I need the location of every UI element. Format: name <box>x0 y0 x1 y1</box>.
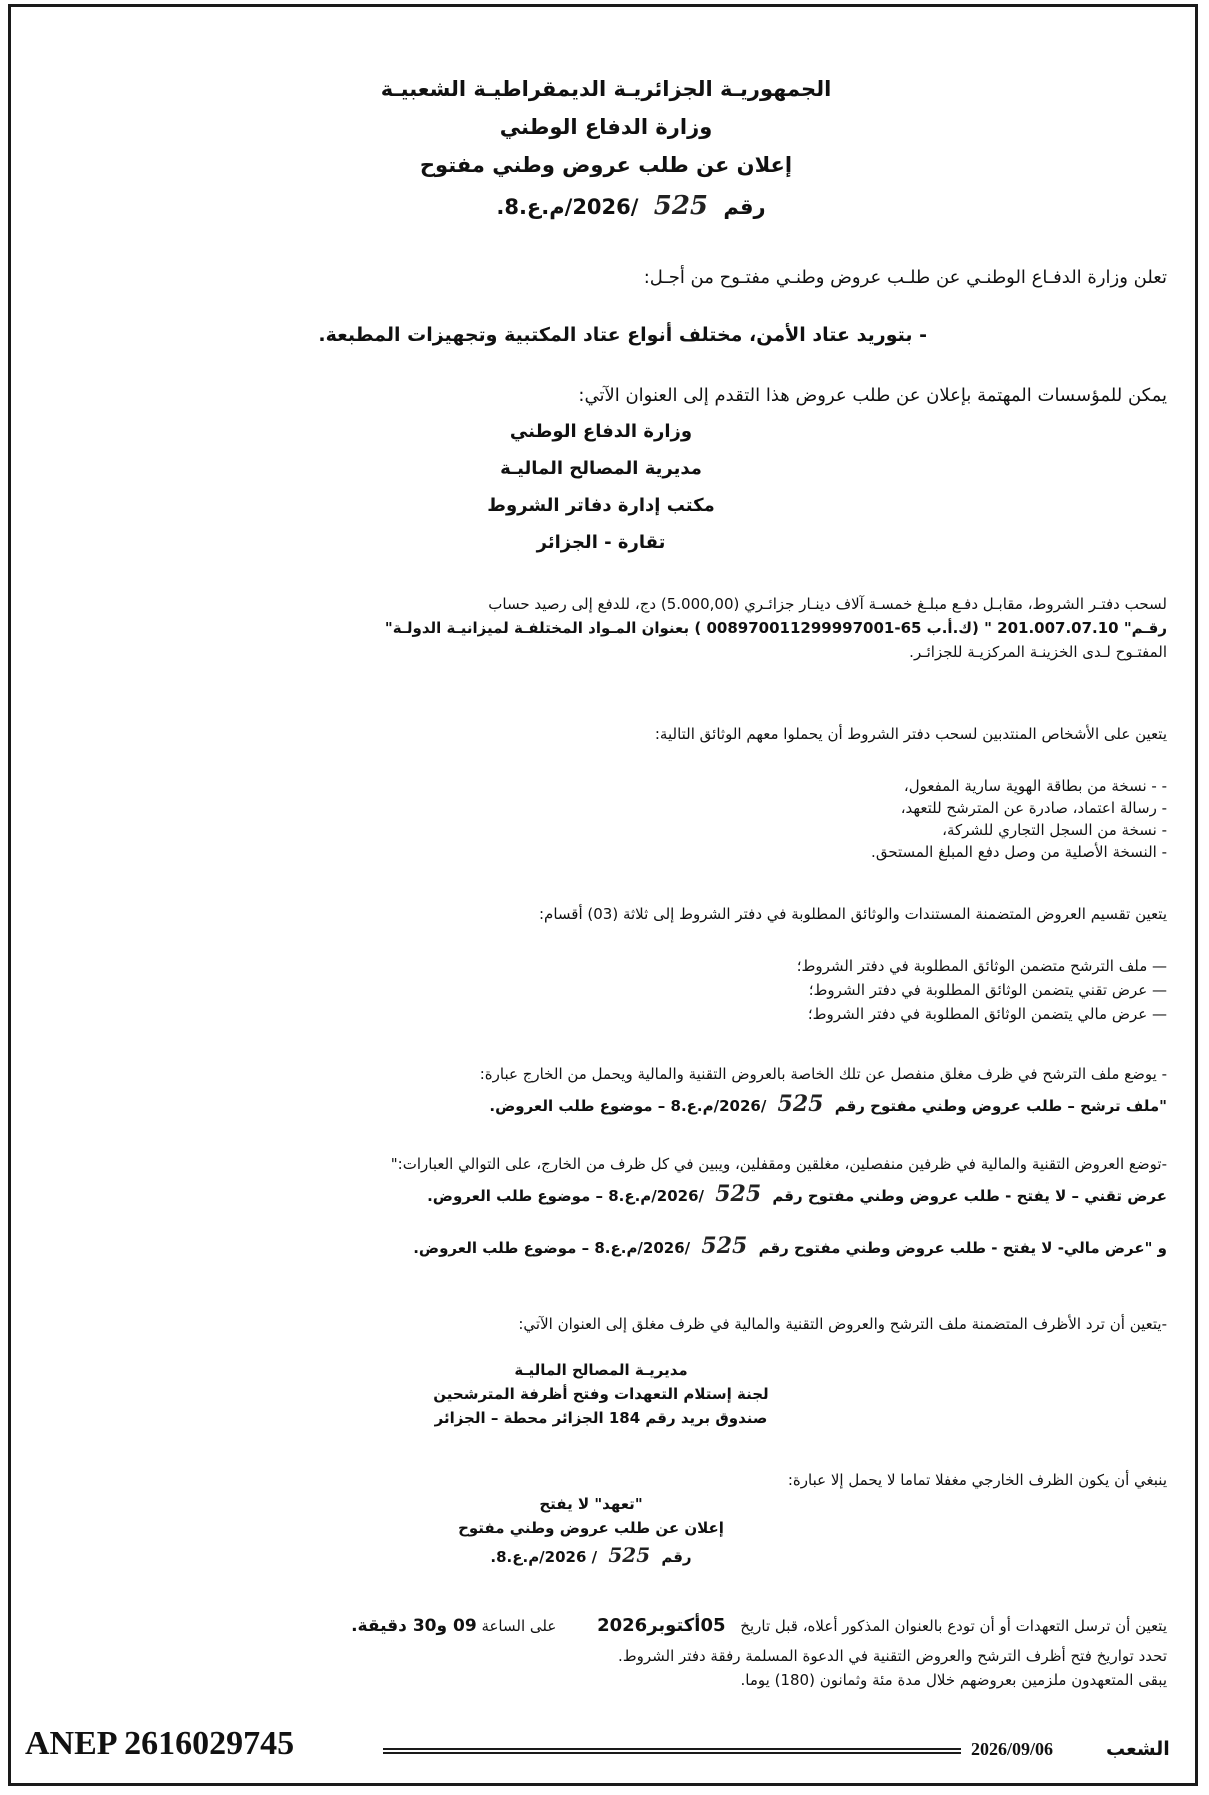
section-item: — عرض تقني يتضمن الوثائق المطلوبة في دفتر الشروط؛ <box>808 981 1167 999</box>
address-line: مديرية المصالح الماليـة <box>500 458 702 479</box>
doc-item: - نسخة من السجل التجاري للشركة، <box>942 821 1167 839</box>
address-intro: يمكن للمؤسسات المهتمة بإعلان عن طلب عروض هذا التقدم إلى العنوان الآتي: <box>578 385 1167 406</box>
envelopes-intro: -يتعين أن ترد الأظرف المتضمنة ملف الترشح والعروض التقنية والمالية في ظرف مغلق إلى العنوان الآتي: <box>518 1315 1167 1333</box>
offers-handwritten-number: 525 <box>701 1233 748 1259</box>
outer-line <box>411 1543 771 1567</box>
ministry-title: وزارة الدفاع الوطني <box>499 115 713 139</box>
offers-text: عرض تقني – لا يفتح - طلب عروض وطني مفتوح رقم <box>772 1187 1167 1205</box>
candidacy-text: "ملف ترشح – طلب عروض وطني مفتوح رقم <box>834 1097 1167 1115</box>
newspaper-date: 2026/09/06 <box>971 1739 1054 1759</box>
section-item: — ملف الترشح متضمن الوثائق المطلوبة في دفتر الشروط؛ <box>796 957 1167 975</box>
anep-reference: ANEP 2616029745 <box>25 1725 295 1762</box>
doc-item: - النسخة الأصلية من وصل دفع المبلغ المستحق. <box>871 843 1167 861</box>
deadline-line <box>351 1615 1167 1636</box>
outer-intro: ينبغي أن يكون الظرف الخارجي مغفلا تماما لا يحمل إلا عبارة: <box>787 1471 1167 1489</box>
address2-line: صندوق بريد رقم 184 الجزائر محطة – الجزائر <box>434 1409 768 1427</box>
deadline-text: يتعين أن ترسل التعهدات أو أن تودع بالعنوان المذكور أعلاه، قبل تاريخ <box>740 1617 1167 1635</box>
notice-title: إعلان عن طلب عروض وطني مفتوح <box>419 153 793 177</box>
address2-line: لجنة إستلام التعهدات وفتح أظرفة المترشحين <box>433 1385 769 1403</box>
candidacy-line <box>489 1091 1167 1117</box>
notice-number-label: رقم <box>723 195 766 219</box>
deadline-date: 05أكتوبر2026 <box>597 1615 726 1636</box>
payment-line: لسحب دفتـر الشروط، مقابـل دفـع مبلـغ خمسـة آلاف دينـار جزائـري (5.000,00) دج، للدفع إلى رصيد حساب <box>488 595 1167 613</box>
split-intro: يتعين تقسيم العروض المتضمنة المستندات والوثائق المطلوبة في دفتر الشروط إلى ثلاثة (03) أقسام: <box>538 905 1167 923</box>
outer-text: رقم <box>661 1548 692 1566</box>
offers-line <box>427 1181 1167 1207</box>
candidacy-line: - يوضع ملف الترشح في ظرف مغلق منفصل عن تلك الخاصة بالعروض التقنية والمالية ويحمل من الخارج عبارة: <box>479 1065 1167 1083</box>
address-line: مكتب إدارة دفاتر الشروط <box>487 495 715 516</box>
intro-text: تعلن وزارة الدفـاع الوطنـي عن طلـب عروض وطنـي مفتـوح من أجـل: <box>643 267 1167 288</box>
offers-text: /2026/م.ع.8 – موضوع طلب العروض. <box>427 1187 705 1205</box>
address2-line: مديريـة المصالح الماليـة <box>514 1361 688 1379</box>
candidacy-text: /2026/م.ع.8 – موضوع طلب العروض. <box>489 1097 767 1115</box>
doc-item: - رسالة اعتماد، صادرة عن المترشح للتعهد، <box>900 799 1167 817</box>
footer-rule <box>383 1748 961 1754</box>
offers-text: و "عرض مالي- لا يفتح - طلب عروض وطني مفتوح رقم <box>758 1239 1167 1257</box>
deadline-time-label: على الساعة <box>481 1617 557 1635</box>
notice-number-suffix: /2026/م.ع.8. <box>496 195 639 219</box>
docs-intro: يتعين على الأشخاص المنتدبين لسحب دفتر الشروط أن يحملوا معهم الوثائق التالية: <box>654 725 1167 743</box>
notice-number-handwritten: 525 <box>653 191 709 221</box>
closing-line: تحدد تواريخ فتح أظرف الترشح والعروض التقنية في الدعوة المسلمة رفقة دفتر الشروط. <box>617 1647 1167 1665</box>
payment-line: المفتـوح لـدى الخزينـة المركزيـة للجزائـر. <box>909 643 1167 661</box>
notice-number <box>431 191 831 221</box>
tender-object: - بتوريد عتاد الأمن، مختلف أنواع عتاد المكتبية وتجهيزات المطبعة. <box>318 324 927 346</box>
offers-line <box>413 1233 1167 1259</box>
newspaper-name: الشعب <box>1106 1738 1170 1760</box>
deadline-time: 09 و30 دقيقة. <box>351 1616 477 1636</box>
address-line: تقارة - الجزائر <box>536 532 666 553</box>
doc-item: - - نسخة من بطاقة الهوية سارية المفعول، <box>903 777 1167 795</box>
section-item: — عرض مالي يتضمن الوثائق المطلوبة في دفتر الشروط؛ <box>807 1005 1167 1023</box>
notice-page <box>8 4 1198 1786</box>
outer-line: "تعهد" لا يفتح <box>539 1495 643 1513</box>
offers-handwritten-number: 525 <box>715 1181 762 1207</box>
republic-title: الجمهوريـة الجزائريـة الديمقراطيـة الشعبيـة <box>380 77 832 101</box>
offers-text: /2026/م.ع.8 – موضوع طلب العروض. <box>413 1239 691 1257</box>
address-line: وزارة الدفاع الوطني <box>509 421 693 442</box>
offers-line: -توضع العروض التقنية والمالية في ظرفين منفصلين، مغلقين ومقفلين، ويبين في كل ظرف من الخارج، على التوالي العبارات:" <box>390 1155 1167 1173</box>
candidacy-handwritten-number: 525 <box>777 1091 824 1117</box>
closing-line: يبقى المتعهدون ملزمين بعروضهم خلال مدة مئة وثمانون (180) يوما. <box>740 1671 1167 1689</box>
outer-text: / 2026/م.ع.8. <box>490 1548 598 1566</box>
outer-line: إعلان عن طلب عروض وطني مفتوح <box>458 1519 724 1537</box>
payment-line: رقـم" 201.007.07.10 " (ك.أ.ب 65-008970011299997001 ) بعنوان المـواد المختلفـة لميزانيـة الدولـة" <box>384 619 1167 637</box>
outer-handwritten-number: 525 <box>608 1543 651 1567</box>
